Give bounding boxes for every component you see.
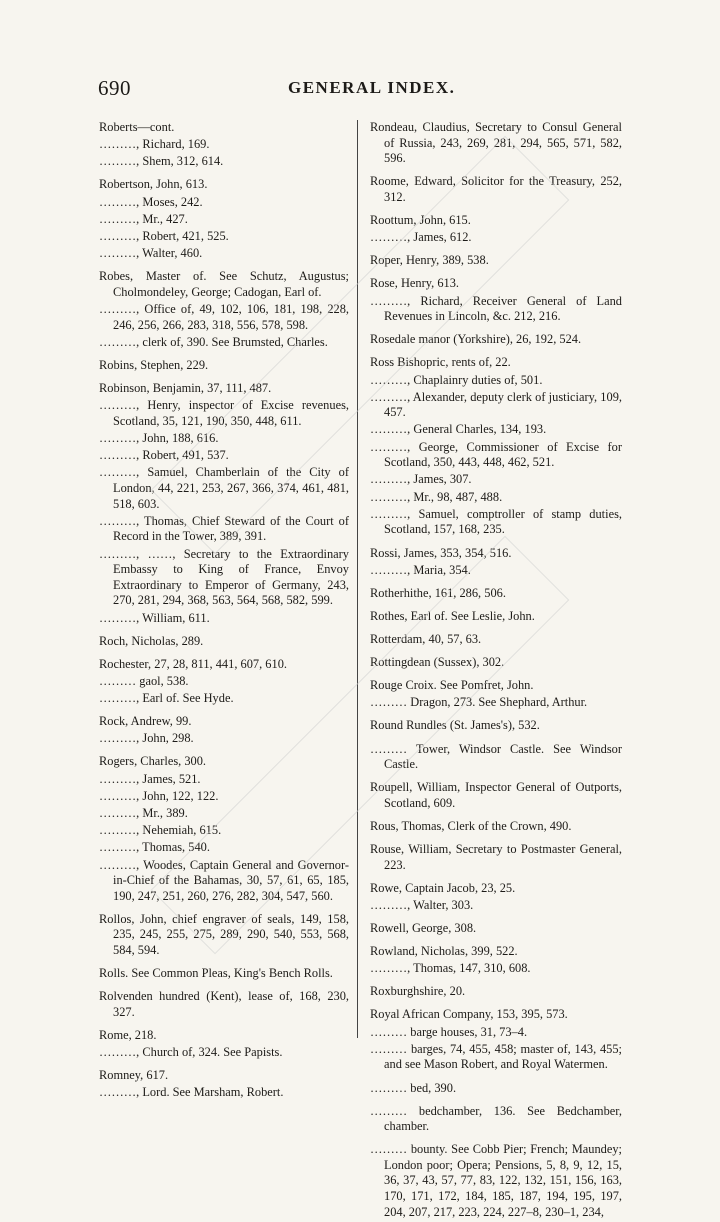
index-entry: Rosedale manor (Yorkshire), 26, 192, 524. [370, 332, 582, 347]
index-entry: ………, Alexander, deputy clerk of justiciary, 109, 457. [370, 389, 622, 420]
index-entry: ………, John, 122, 122. [99, 788, 219, 803]
index-entry: ………, Shem, 312, 614. [99, 154, 224, 169]
index-entry: ………, Walter, 303. [370, 897, 474, 912]
index-entry: ……… bedchamber, 136. See Bedchamber, chamber. [370, 1103, 622, 1134]
index-entry: ………, Robert, 421, 525. [99, 229, 229, 244]
index-entry: ………, Samuel, comptroller of stamp duties, Scotland, 157, 168, 235. [370, 506, 622, 537]
index-entry: Rottingdean (Sussex), 302. [370, 655, 505, 670]
index-entry: Rome, 218. [99, 1027, 157, 1042]
index-entry: ………, Thomas, 147, 310, 608. [370, 961, 531, 976]
index-entry: ………, James, 307. [370, 472, 472, 487]
column-divider [357, 120, 358, 1038]
index-entry: ………, Office of, 49, 102, 106, 181, 198, 228, 246, 256, 266, 283, 318, 556, 578, 598. [99, 302, 349, 332]
index-entry: ………, George, Commissioner of Excise for Scotland, 350, 443, 448, 462, 521. [370, 439, 622, 470]
index-entry: ………, John, 188, 616. [99, 431, 219, 446]
index-entry: ………, Thomas, Chief Steward of the Court of Record in the Tower, 389, 391. [99, 513, 349, 544]
index-entry: ………, William, 611. [99, 610, 210, 625]
index-entry: ……… bounty. See Cobb Pier; French; Maundey; London poor; Opera; Pensions, 5, 8, 9, 12, 15, 36, 37, 43, 57, 77, 83, 122, 132, 151, 156, 163, 170, 171, 172, 184, 185, 187, 194, 195, 197, 204, 207, 217, 223, 224, 227–8, 230–1, 234, [370, 1142, 622, 1219]
index-entry: ……… barges, 74, 455, 458; master of, 143, 455; and see Mason Robert, and Royal Watermen. [370, 1041, 622, 1072]
index-entry: ………, Chaplainry duties of, 501. [370, 372, 543, 387]
index-entry: Romney, 617. [99, 1068, 169, 1083]
index-entry: Rouge Croix. See Pomfret, John. [370, 678, 534, 693]
index-entry: ………, Thomas, 540. [99, 840, 210, 855]
index-entry: Rothes, Earl of. See Leslie, John. [370, 608, 535, 623]
index-entry: ………, Lord. See Marsham, Robert. [99, 1085, 284, 1100]
index-entry: Roome, Edward, Solicitor for the Treasury, 252, 312. [370, 174, 622, 204]
page-number: 690 [98, 76, 131, 100]
index-entry: Round Rundles (St. James's), 532. [370, 718, 540, 733]
index-entry: ………, Robert, 491, 537. [99, 448, 229, 463]
index-entry: ………, Mr., 98, 487, 488. [370, 489, 503, 504]
index-entry: Roper, Henry, 389, 538. [370, 253, 489, 268]
index-column-right [370, 120, 622, 1222]
index-entry: ………, Richard, Receiver General of Land Revenues in Lincoln, &c. 212, 216. [370, 293, 622, 324]
index-entry: Robes, Master of. See Schutz, Augustus; Cholmondeley, George; Cadogan, Earl of. [99, 269, 349, 299]
index-entry: Roottum, John, 615. [370, 212, 471, 227]
index-entry: Robinson, Benjamin, 37, 111, 487. [99, 381, 272, 396]
index-entry: Rollos, John, chief engraver of seals, 149, 158, 235, 245, 255, 275, 289, 290, 540, 553, 568, 584, 594. [99, 911, 349, 958]
index-entry: ……… Dragon, 273. See Shephard, Arthur. [370, 695, 588, 710]
index-column-left [99, 120, 349, 1103]
index-entry: Rowe, Captain Jacob, 23, 25. [370, 880, 516, 895]
index-entry: ……… barge houses, 31, 73–4. [370, 1024, 528, 1039]
index-entry: Royal African Company, 153, 395, 573. [370, 1007, 568, 1022]
running-title: GENERAL INDEX. [288, 78, 456, 97]
index-entry: Roberts—cont. [99, 120, 175, 134]
index-entry: Rotterdam, 40, 57, 63. [370, 631, 482, 646]
index-entry: Ross Bishopric, rents of, 22. [370, 355, 511, 370]
index-entry: Rowell, George, 308. [370, 920, 477, 935]
index-entry: ………, Samuel, Chamberlain of the City of London, 44, 221, 253, 267, 366, 374, 461, 481, 518, 603. [99, 465, 349, 511]
index-entry: ………, ……, Secretary to the Extraordinary Embassy to King of France, Envoy Extraordinary to Emperor of Germany, 243, 270, 281, 294, 368, 563, 564, 568, 582, 599. [99, 546, 349, 608]
index-entry: Roxburghshire, 20. [370, 984, 466, 999]
index-entry: ………, Moses, 242. [99, 194, 203, 209]
index-entry: ……… Tower, Windsor Castle. See Windsor Castle. [370, 741, 622, 772]
index-entry: ………, Nehemiah, 615. [99, 823, 222, 838]
index-entry: ……… gaol, 538. [99, 673, 189, 688]
index-entry: Robins, Stephen, 229. [99, 357, 209, 372]
index-entry: ………, Maria, 354. [370, 562, 471, 577]
index-entry: ………, James, 521. [99, 771, 201, 786]
index-entry: Robertson, John, 613. [99, 177, 208, 192]
index-entry: Rolvenden hundred (Kent), lease of, 168, 230, 327. [99, 989, 349, 1019]
index-entry: ………, Mr., 427. [99, 211, 188, 226]
page-header [98, 76, 638, 104]
index-entry: Rogers, Charles, 300. [99, 754, 207, 769]
index-entry: ………, Walter, 460. [99, 246, 203, 261]
index-entry: Rolls. See Common Pleas, King's Bench Rolls. [99, 966, 333, 981]
index-entry: Roch, Nicholas, 289. [99, 633, 204, 648]
index-entry: ………, clerk of, 390. See Brumsted, Charles. [99, 334, 328, 349]
index-entry: Rowland, Nicholas, 399, 522. [370, 944, 518, 959]
index-entry: Rotherhithe, 161, 286, 506. [370, 585, 506, 600]
index-entry: Rochester, 27, 28, 811, 441, 607, 610. [99, 656, 287, 671]
index-entry: ………, Earl of. See Hyde. [99, 691, 234, 706]
index-entry: ………, Church of, 324. See Papists. [99, 1045, 283, 1060]
index-entry: Rouse, William, Secretary to Postmaster General, 223. [370, 842, 622, 872]
index-entry: Rondeau, Claudius, Secretary to Consul General of Russia, 243, 269, 281, 294, 565, 571, 582, 596. [370, 120, 622, 166]
index-entry: Rock, Andrew, 99. [99, 714, 192, 729]
index-entry: ………, Henry, inspector of Excise revenues, Scotland, 35, 121, 190, 350, 448, 611. [99, 398, 349, 428]
index-entry: Rous, Thomas, Clerk of the Crown, 490. [370, 818, 572, 833]
index-entry: ………, Mr., 389. [99, 806, 188, 821]
index-entry: Rossi, James, 353, 354, 516. [370, 545, 512, 560]
index-entry: ………, General Charles, 134, 193. [370, 422, 547, 437]
index-entry: Roupell, William, Inspector General of Outports, Scotland, 609. [370, 780, 622, 810]
index-entry: ………, Woodes, Captain General and Governor-in-Chief of the Bahamas, 30, 57, 61, 65, 185, 190, 247, 251, 260, 276, 282, 304, 547, 560. [99, 857, 349, 903]
index-entry: Rose, Henry, 613. [370, 276, 460, 291]
index-entry: ………, John, 298. [99, 731, 194, 746]
index-entry: ……… bed, 390. [370, 1080, 457, 1095]
index-entry: ………, Richard, 169. [99, 137, 210, 152]
index-entry: ………, James, 612. [370, 230, 472, 245]
